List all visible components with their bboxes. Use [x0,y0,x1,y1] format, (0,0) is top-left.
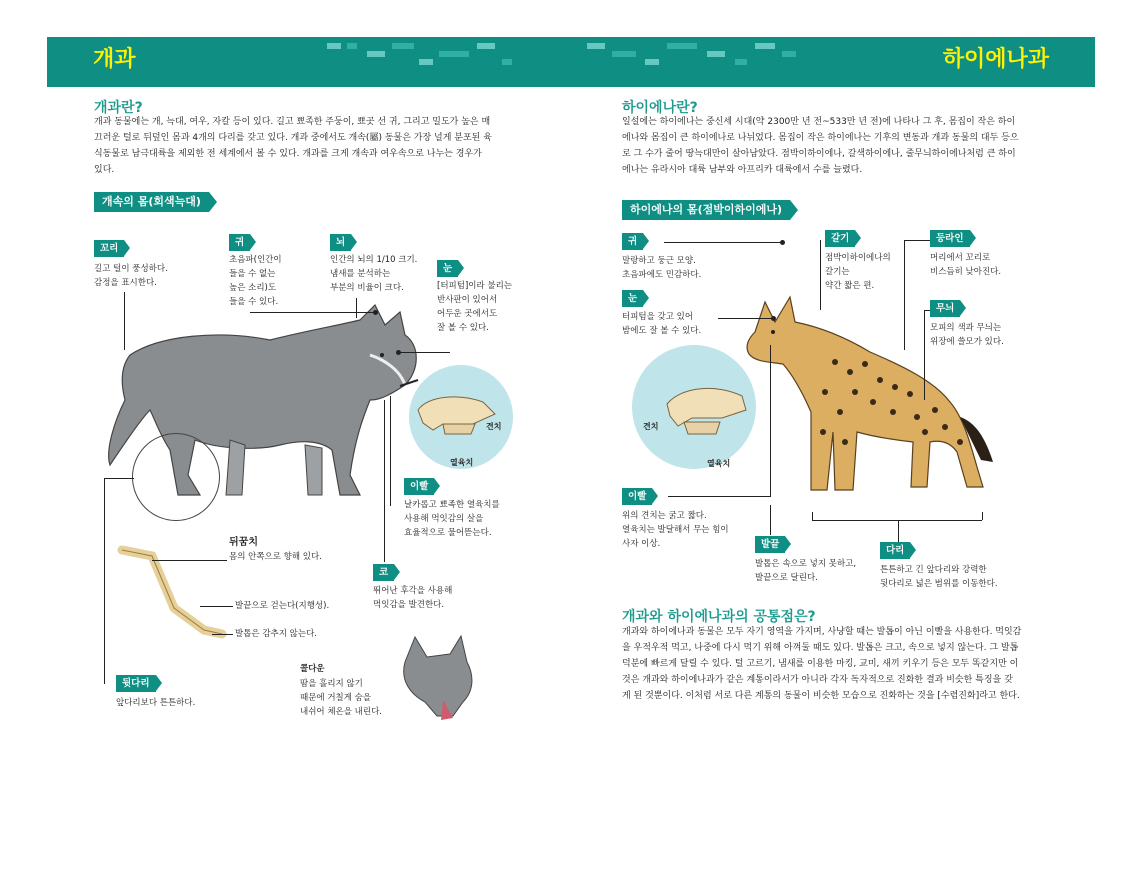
wolf-leg-bones-icon [112,538,232,648]
wolf-brain-tag: 뇌 [330,234,351,251]
wolf-heel-note: 몸의 안쪽으로 향해 있다. [229,552,322,562]
wolf-tail-tag: 꼬리 [94,240,124,257]
wolf-claws-note: 발톱은 감추지 않는다. [235,629,318,639]
hyena-teeth-tag: 이빨 [622,488,652,505]
hyena-ear-tag: 귀 [622,233,643,250]
wolf-brain-note: 인간의 뇌의 1/10 크기. 냄새를 분석하는 부분의 비율이 크다. [330,255,418,293]
wolf-leg-zoom-circle [132,433,220,521]
left-intro: 개과 동물에는 개, 늑대, 여우, 자칼 등이 있다. 길고 뾰족한 주둥이, 뾰곳 선 귀, 그리고 밀도가 높은 매 끄러운 털로 뒤덮인 몸과 4개의 다리를 갖고 있다. 개과 중에서도 개속(屬) 동물은 가장 널게 분포된 육 식동물로 남극대륙을 제외한 전 세계에서 볼 수 있다. 개과를 크게 개속과 여우속으로 나누는 경우가 있다. [94,117,492,175]
right-intro: 일설에는 하이에나는 중신세 시대(약 2300만 년 전~533만 년 전)에 나타나 그 후, 몸집이 작은 하이 에나와 몸집이 큰 하이에나로 나뉘었다. 몸집이 작은 하이에나는 기후의 변동과 개과 동물의 대두 등으 로 그 수가 줄어 땅늑대만이 살아남았다. 점박이하이에나, 갈색하이에나, 줄무늬하이에나처럼 큰 하이 에나는 유라시아 대륙 남부와 아프리카 대륙에서 수를 늘렸다. [622,117,1019,175]
wolf-tail-note: 길고 털이 풍성하다. 감정을 표시한다. [94,264,168,288]
hyena-mane-tag: 갈기 [825,230,855,247]
hyena-pattern-tag: 무늬 [930,300,960,317]
hyena-ear-note: 말랑하고 둥근 모양. 초음파에도 민감하다. [622,256,702,280]
wolf-eye-tag: 눈 [437,260,458,277]
hyena-toe-note: 발톱은 속으로 넣지 못하고, 발끝으로 달린다. [755,559,857,583]
right-page-title: 하이에나과 [942,47,1049,72]
wolf-hindleg-note: 앞다리보다 튼튼하다. [116,698,196,708]
wolf-hindleg-tag: 뒷다리 [116,675,156,692]
left-page-title: 개과 [93,47,136,72]
hyena-mane-note: 점박이하이에나의 갈기는 약간 짧은 편. [825,253,891,291]
wolf-heel-label: 뒤꿈치 [229,537,258,548]
hyena-teeth-note: 위의 견치는 굵고 짧다. 열육치는 발달해서 무는 힘이 사자 이상. [622,511,729,549]
hyena-pattern-note: 모피의 색과 무늬는 위장에 쓸모가 있다. [930,323,1004,347]
common-text: 개과와 하이에나과 동물은 모두 자기 영역을 가지며, 사냥할 때는 발톱이 아닌 이빨을 사용한다. 먹잇감 을 우적우적 먹고, 나중에 다시 먹기 위해 아껴둘 때도 있다. 발톱은 크고, 속으로 넣지 않는다. 그 발톱 덕분에 빠르게 달릴 수 있다. 털 고르기, 냄새를 이용한 마킹, 교미, 새끼 키우기 등은 모두 똑같지만 이 것은 개과와 하이에나과가 같은 계통이라서가 아니라 각자 독자적으로 진화한 결과 비슷한 특징을 갖 게 된 것뿐이다. 이처럼 서로 다른 계통의 동물이 비슷한 모습으로 진화하는 것을 [수렴진화]라고 한다. [622,627,1022,701]
right-body-label: 하이에나의 몸(점박이하이에나) [622,200,790,220]
wolf-ear-note: 초음파(인간이 들을 수 없는 높은 소리)도 들을 수 있다. [229,255,282,307]
wolf-carnassial-label: 열육치 [450,458,474,467]
wolf-head-panting-icon [395,632,480,722]
wolf-canine-label: 견치 [486,422,502,431]
hyena-leg-note: 튼튼하고 긴 앞다리와 강력한 뒷다리로 넓은 범위를 이동한다. [880,565,998,589]
wolf-breath-title: 콜다운 [300,664,325,674]
hyena-canine-label: 견치 [643,422,659,431]
wolf-nose-note: 뛰어난 후각을 사용해 먹잇감을 발견한다. [373,586,453,610]
left-body-label: 개속의 몸(회색늑대) [94,192,209,212]
right-section-heading: 하이에나란? [622,100,698,116]
hyena-back-note: 머리에서 꼬리로 비스듬히 낮아진다. [930,253,1002,277]
wolf-teeth-tag: 이빨 [404,478,434,495]
common-heading: 개과와 하이에나과의 공통점은? [622,609,816,625]
hyena-skull-icon [662,382,752,442]
wolf-ear-tag: 귀 [229,234,250,251]
hyena-eye-tag: 눈 [622,290,643,307]
hyena-back-tag: 등라인 [930,230,970,247]
hyena-carnassial-label: 열육치 [707,459,731,468]
header-band [47,37,1095,87]
left-section-heading: 개과란? [94,100,143,116]
wolf-teeth-note: 날카롭고 뾰족한 열육치를 사용해 먹잇감의 살을 효율적으로 물어뜯는다. [404,500,500,538]
wolf-eye-note: [터피텀]이라 불리는 반사판이 있어서 어두운 곳에서도 잘 볼 수 있다. [437,281,513,333]
wolf-skull-icon [413,388,503,448]
hyena-eye-note: 터피텀을 갖고 있어 밤에도 잘 볼 수 있다. [622,312,702,336]
wolf-toe-walk-note: 발끝으로 걷는다(지행성). [235,601,330,611]
hyena-leg-tag: 다리 [880,542,910,559]
hyena-toe-tag: 발끝 [755,536,785,553]
wolf-breath-note: 땀을 흘리지 않기 때문에 거칠게 숨을 내쉬어 체온을 내린다. [300,679,383,717]
wolf-nose-tag: 코 [373,564,394,581]
